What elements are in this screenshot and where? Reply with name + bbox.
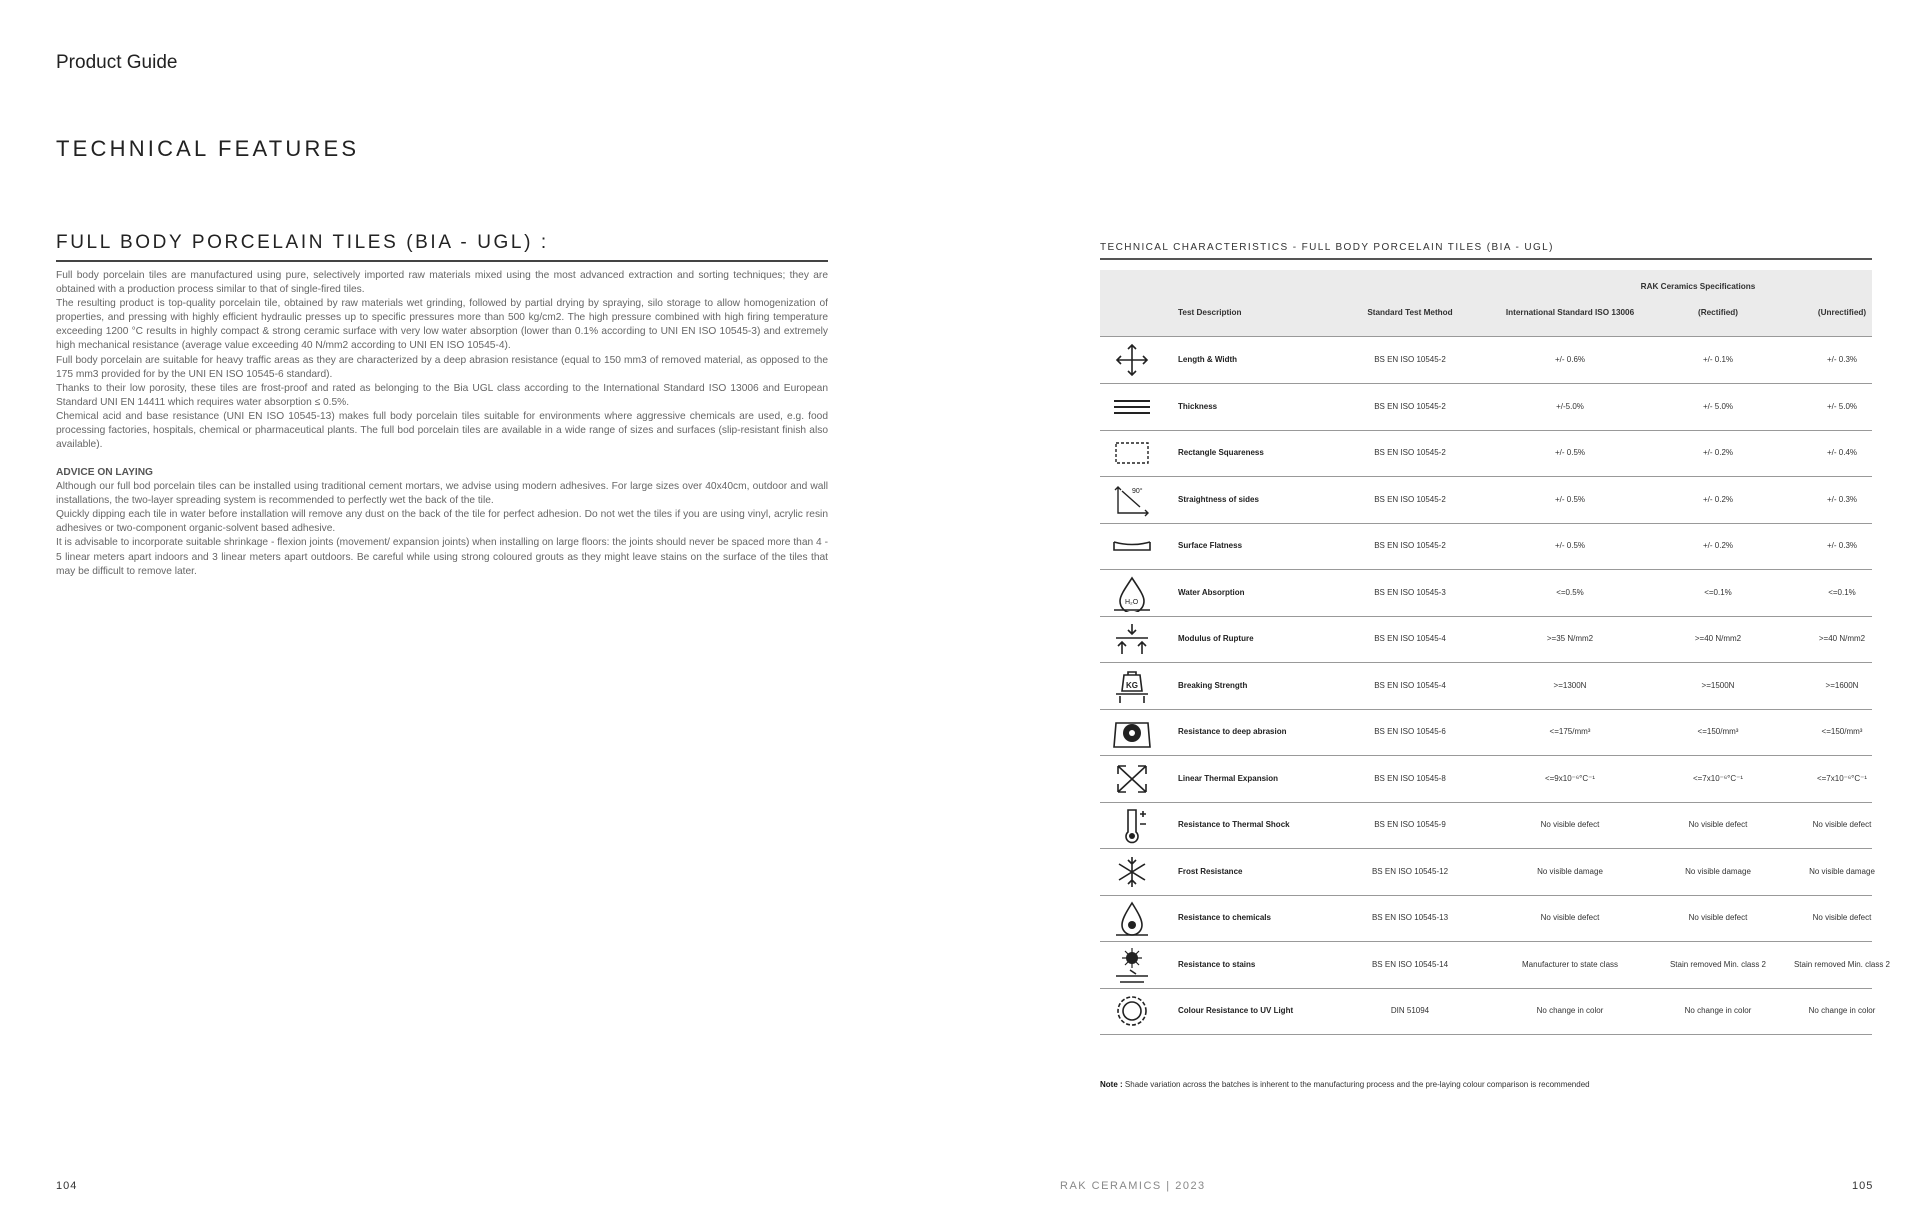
cell-test-description: Colour Resistance to UV Light xyxy=(1178,1006,1294,1015)
header-rectified: (Rectified) xyxy=(1697,308,1739,317)
page-number-right: 105 xyxy=(1852,1180,1874,1192)
paragraph: Thanks to their low porosity, these tiles are frost-proof and rated as belonging to the Bia UGL class according to the International Standard ISO 13006 and European Standard UNI EN 14411 which requires water absorption ≤ 0.5%. xyxy=(56,382,828,408)
cell-iso-value: +/- 0.6% xyxy=(1554,355,1585,364)
cell-test-description: Water Absorption xyxy=(1178,587,1245,597)
cell-test-description: Frost Resistance xyxy=(1178,866,1243,876)
paragraph: Full body porcelain tiles are manufactured using pure, selectively imported raw materials mixed using the most advanced extraction and sorting techniques; they are obtained with a production process similar to that of single-fired tiles. xyxy=(56,270,828,296)
cell-standard-method: BS EN ISO 10545-4 xyxy=(1374,634,1446,643)
cell-test-description: Linear Thermal Expansion xyxy=(1178,773,1279,783)
cell-iso-value: No change in color xyxy=(1536,1006,1604,1015)
cell-test-description: Breaking Strength xyxy=(1178,680,1248,690)
table-row xyxy=(1100,942,1891,989)
cell-unrectified-value: Stain removed Min. class 2 xyxy=(1793,959,1891,969)
cell-test-description: Thickness xyxy=(1178,401,1218,411)
cell-standard-method: BS EN ISO 10545-3 xyxy=(1374,587,1446,597)
table-title: TECHNICAL CHARACTERISTICS - FULL BODY PORCELAIN TILES (BIA - UGL) xyxy=(1100,242,1554,253)
abrasion-disc-icon xyxy=(1108,713,1156,751)
cell-rectified-value: +/- 0.2% xyxy=(1702,494,1733,504)
rupture-arrows-icon xyxy=(1108,620,1156,658)
sun-uv-icon xyxy=(1108,992,1156,1030)
table-row xyxy=(1100,523,1872,570)
paragraph: Chemical acid and base resistance (UNI EN ISO 10545-13) makes full body porcelain tiles suitable for environments where aggressive chemicals are used, e.g. food processing factories, hospitals, chemical or pharmaceutical plants. The full bod porcelain tiles are available in a wide range of sizes and surfaces (slip-resistant finish also available). xyxy=(56,410,828,451)
cell-rectified-value: >=1500N xyxy=(1701,680,1735,690)
cell-iso-value: +/- 0.5% xyxy=(1554,494,1585,504)
cell-test-description: Rectangle Squareness xyxy=(1178,448,1264,457)
table-row xyxy=(1100,988,1876,1035)
cell-test-description: Straightness of sides xyxy=(1178,494,1259,504)
cell-test-description: Resistance to stains xyxy=(1178,959,1256,969)
cell-standard-method: BS EN ISO 10545-2 xyxy=(1374,494,1446,504)
snowflake-icon xyxy=(1108,853,1156,891)
paragraph: Full body porcelain are suitable for heavy traffic areas as they are characterized by a deep abrasion resistance (equal to 150 mm3 of removed material, as opposed to the 175 mm3 provided for by the UNI EN ISO 10545-6 standard). xyxy=(56,354,828,380)
table-row xyxy=(1100,895,1872,942)
dashed-rectangle-icon xyxy=(1108,434,1156,472)
paragraph: The resulting product is top-quality porcelain tile, obtained by raw materials wet grinding, followed by partial drying by spraying, silo storage to allow homogenization of properties, and pressing with highly efficient hydraulic presses up to specific pressures more than 500 kg/cm2. The high pressure combined with high firing temperature exceeding 1200 °C results in highly compact & strong ceramic surface with very low water absorption (lower than 0.1% according to UNI EN ISO 10545-3) and extremely high mechanical resistance (average value exceeding 40 N/mm2 according to UNI EN ISO 10545-4). xyxy=(56,298,828,352)
table-row xyxy=(1100,477,1872,524)
cell-standard-method: BS EN ISO 10545-2 xyxy=(1374,355,1446,364)
cell-iso-value: +/- 0.5% xyxy=(1554,541,1585,550)
table-row xyxy=(1100,802,1872,849)
table-row xyxy=(1100,570,1872,617)
page-title: TECHNICAL FEATURES xyxy=(56,136,360,161)
header-standard-method: Standard Test Method xyxy=(1367,308,1453,317)
paragraph: Although our full bod porcelain tiles can be installed using traditional cement mortars, we advise using modern adhesives. For large sizes over 40x40cm, outdoor and wall installations, the two-layer spreading system is recommended to perfectly wet the back of the tile. xyxy=(56,481,828,507)
cell-iso-value: +/-5.0% xyxy=(1556,401,1584,411)
page-number-left: 104 xyxy=(56,1180,78,1192)
cell-unrectified-value: +/- 0.3% xyxy=(1826,541,1857,550)
cell-iso-value: >=1300N xyxy=(1553,680,1587,690)
cell-iso-value: +/- 0.5% xyxy=(1554,448,1585,457)
note-text: Shade variation across the batches is inherent to the manufacturing process and the pre-laying colour comparison is recommended xyxy=(1124,1080,1590,1089)
advice-heading: ADVICE ON LAYING xyxy=(56,467,153,478)
cell-test-description: Resistance to chemicals xyxy=(1178,913,1271,922)
table-row xyxy=(1100,337,1872,384)
thickness-lines-icon xyxy=(1108,388,1156,426)
water-drop-icon xyxy=(1108,574,1156,612)
cell-standard-method: BS EN ISO 10545-14 xyxy=(1371,959,1449,969)
cell-standard-method: BS EN ISO 10545-4 xyxy=(1374,680,1446,690)
section-divider xyxy=(56,260,828,262)
header-test-description: Test Description xyxy=(1178,308,1242,317)
cell-iso-value: <=175/mm³ xyxy=(1549,727,1591,736)
cell-unrectified-value: >=1600N xyxy=(1825,680,1859,690)
table-row xyxy=(1100,430,1872,477)
cell-iso-value: No visible defect xyxy=(1540,913,1600,922)
cell-rectified-value: <=150/mm³ xyxy=(1697,727,1739,736)
flat-surface-icon xyxy=(1108,527,1156,565)
cell-standard-method: BS EN ISO 10545-2 xyxy=(1374,541,1446,550)
table-row xyxy=(1100,616,1872,663)
cell-iso-value: No visible damage xyxy=(1537,866,1603,876)
cell-unrectified-value: +/- 5.0% xyxy=(1826,401,1857,411)
cell-iso-value: Manufacturer to state class xyxy=(1521,959,1619,969)
note-label: Note : xyxy=(1100,1080,1123,1089)
cell-rectified-value: No visible damage xyxy=(1685,866,1751,876)
cell-unrectified-value: +/- 0.4% xyxy=(1826,448,1857,457)
cell-rectified-value: +/- 5.0% xyxy=(1702,401,1733,411)
cell-iso-value: <=0.5% xyxy=(1556,587,1584,597)
cell-iso-value: No visible defect xyxy=(1540,820,1600,829)
expansion-arrows-icon xyxy=(1108,760,1156,798)
cell-test-description: Modulus of Rupture xyxy=(1178,634,1254,643)
cell-rectified-value: <=0.1% xyxy=(1704,587,1732,597)
cell-standard-method: BS EN ISO 10545-13 xyxy=(1371,913,1449,922)
cell-rectified-value: No change in color xyxy=(1684,1006,1752,1015)
cell-unrectified-value: No visible defect xyxy=(1812,820,1872,829)
header-unrectified: (Unrectified) xyxy=(1817,308,1867,317)
cell-unrectified-value: No change in color xyxy=(1808,1006,1876,1015)
cell-rectified-value: Stain removed Min. class 2 xyxy=(1669,959,1767,969)
table-row xyxy=(1100,663,1872,710)
table-row xyxy=(1100,384,1872,431)
cell-rectified-value: +/- 0.1% xyxy=(1702,355,1733,364)
table-note xyxy=(1100,1080,1590,1089)
cell-unrectified-value: +/- 0.3% xyxy=(1826,494,1857,504)
cell-test-description: Resistance to Thermal Shock xyxy=(1178,820,1290,829)
paragraph: It is advisable to incorporate suitable shrinkage - flexion joints (movement/ expansion joints) when installing on large floors: the joints should never be spaced more than 4 - 5 linear meters apart indoors and 3 linear meters apart outdoors. Be careful while using strong coloured grouts as they might leave stains on the surface of the tiles that may be difficult to remove later. xyxy=(56,537,828,577)
table-row xyxy=(1100,849,1875,896)
cell-unrectified-value: <=7x10⁻⁶°C⁻¹ xyxy=(1816,773,1868,783)
cell-unrectified-value: <=0.1% xyxy=(1828,587,1856,597)
table-header xyxy=(1100,270,1872,336)
cell-unrectified-value: >=40 N/mm2 xyxy=(1818,634,1866,643)
advice-section xyxy=(56,466,828,579)
cell-rectified-value: +/- 0.2% xyxy=(1702,541,1733,550)
cell-iso-value: <=9x10⁻⁶°C⁻¹ xyxy=(1544,773,1596,783)
table-row xyxy=(1100,709,1872,756)
footer-brand: RAK CERAMICS | 2023 xyxy=(1060,1180,1206,1192)
paragraph: Quickly dipping each tile in water before installation will remove any dust on the back of the tile for perfect adhesion. Do not wet the tiles if you are using vinyl, acrylic resin adhesives or two-component organic-solvent based adhesive. xyxy=(56,509,828,535)
cell-rectified-value: No visible defect xyxy=(1688,913,1748,922)
table-row xyxy=(1100,756,1872,803)
cell-rectified-value: <=7x10⁻⁶°C⁻¹ xyxy=(1692,773,1744,783)
cell-test-description: Surface Flatness xyxy=(1178,541,1243,550)
cell-standard-method: BS EN ISO 10545-12 xyxy=(1371,866,1449,876)
cell-test-description: Resistance to deep abrasion xyxy=(1178,727,1287,736)
svg-text:KG: KG xyxy=(1126,680,1138,690)
cell-unrectified-value: +/- 0.3% xyxy=(1826,355,1857,364)
cell-test-description: Length & Width xyxy=(1178,355,1238,364)
svg-text:H₂O: H₂O xyxy=(1125,598,1139,606)
cell-unrectified-value: No visible damage xyxy=(1809,866,1875,876)
weight-kg-icon xyxy=(1108,667,1156,705)
cell-unrectified-value: <=150/mm³ xyxy=(1821,727,1863,736)
product-guide-label: Product Guide xyxy=(56,52,178,73)
cell-unrectified-value: No visible defect xyxy=(1812,913,1872,922)
cell-standard-method: BS EN ISO 10545-6 xyxy=(1374,727,1446,736)
right-angle-icon xyxy=(1108,481,1156,519)
cell-rectified-value: +/- 0.2% xyxy=(1702,448,1733,457)
cell-rectified-value: No visible defect xyxy=(1688,820,1748,829)
header-group-label: RAK Ceramics Specifications xyxy=(1640,282,1756,291)
section-title: FULL BODY PORCELAIN TILES (BIA - UGL) : xyxy=(56,232,549,253)
thermometer-icon xyxy=(1108,806,1156,844)
description-text xyxy=(56,269,828,452)
cell-iso-value: >=35 N/mm2 xyxy=(1546,634,1594,643)
cell-standard-method: BS EN ISO 10545-9 xyxy=(1374,820,1446,829)
cell-standard-method: BS EN ISO 10545-8 xyxy=(1374,773,1446,783)
chemical-drop-icon xyxy=(1108,899,1156,937)
cell-rectified-value: >=40 N/mm2 xyxy=(1694,634,1742,643)
table-title-divider xyxy=(1100,258,1872,260)
cell-standard-method: BS EN ISO 10545-2 xyxy=(1374,448,1446,457)
cell-standard-method: BS EN ISO 10545-2 xyxy=(1374,401,1446,411)
cell-standard-method: DIN 51094 xyxy=(1390,1006,1430,1015)
svg-text:90°: 90° xyxy=(1132,487,1143,495)
arrows-cross-icon xyxy=(1108,341,1156,379)
header-iso: International Standard ISO 13006 xyxy=(1505,308,1635,317)
stain-splash-icon xyxy=(1108,946,1156,984)
